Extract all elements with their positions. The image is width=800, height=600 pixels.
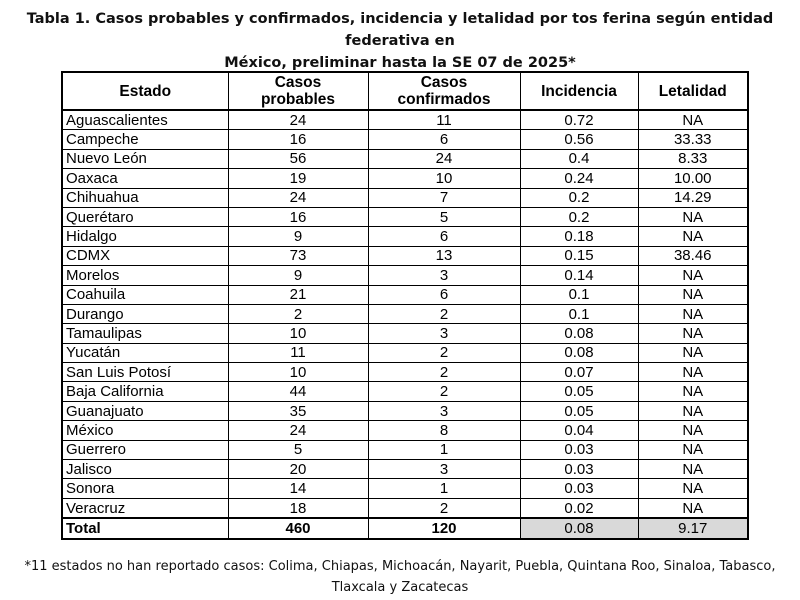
cell-incidencia: 0.1 [520,285,638,304]
cell-estado: Guanajuato [62,401,228,420]
table-caption [0,8,800,74]
table-row [62,498,748,518]
header-confirmados-line-1: Casos [420,74,468,91]
caption-line-1: Tabla 1. Casos probables y confirmados, incidencia y letalidad por tos ferina según entidad federativa en [26,11,774,49]
cell-casos-confirmados: 2 [368,498,520,518]
table-row [62,304,748,323]
cell-estado: Aguascalientes [62,110,228,130]
cell-letalidad: NA [638,421,748,440]
cell-casos-probables: 16 [228,207,368,226]
table-row [62,266,748,285]
cell-casos-confirmados: 2 [368,363,520,382]
cell-incidencia: 0.2 [520,188,638,207]
cell-estado: Tamaulipas [62,324,228,343]
cell-casos-probables: 44 [228,382,368,401]
cell-casos-probables: 24 [228,421,368,440]
table-row [62,227,748,246]
header-estado: Estado [62,72,228,110]
table-row [62,169,748,188]
cell-casos-confirmados: 10 [368,169,520,188]
cell-letalidad: NA [638,207,748,226]
total-label: Total [62,518,228,539]
cell-incidencia: 0.14 [520,266,638,285]
table-total-row [62,518,748,539]
cases-table [61,71,749,540]
cell-estado: Veracruz [62,498,228,518]
cell-estado: México [62,421,228,440]
cell-incidencia: 0.02 [520,498,638,518]
cell-estado: Chihuahua [62,188,228,207]
cell-casos-probables: 16 [228,130,368,149]
table-row [62,130,748,149]
cell-casos-probables: 10 [228,324,368,343]
table-body [62,110,748,518]
table-row [62,440,748,459]
cell-casos-confirmados: 2 [368,343,520,362]
cell-casos-confirmados: 3 [368,324,520,343]
cell-casos-confirmados: 5 [368,207,520,226]
cell-casos-probables: 10 [228,363,368,382]
cell-casos-confirmados: 2 [368,382,520,401]
cell-letalidad: NA [638,440,748,459]
cell-casos-confirmados: 13 [368,246,520,265]
cell-casos-confirmados: 24 [368,149,520,168]
table-row [62,460,748,479]
cell-letalidad: NA [638,324,748,343]
caption-line-2: México, preliminar hasta la SE 07 de 2025* [224,55,576,71]
cell-letalidad: NA [638,498,748,518]
cell-estado: Jalisco [62,460,228,479]
header-casos-probables [228,72,368,110]
cell-casos-confirmados: 8 [368,421,520,440]
cell-casos-confirmados: 6 [368,285,520,304]
cell-casos-probables: 11 [228,343,368,362]
cell-letalidad: NA [638,266,748,285]
table-row [62,285,748,304]
total-incidencia: 0.08 [520,518,638,539]
header-probables-line-1: Casos [274,74,322,91]
cell-casos-confirmados: 3 [368,266,520,285]
header-confirmados-line-2: confirmados [397,91,491,108]
table-row [62,479,748,498]
cell-letalidad: NA [638,343,748,362]
table-row [62,401,748,420]
cell-incidencia: 0.03 [520,460,638,479]
cell-letalidad: 38.46 [638,246,748,265]
cell-incidencia: 0.03 [520,479,638,498]
total-letalidad: 9.17 [638,518,748,539]
cell-incidencia: 0.03 [520,440,638,459]
table-row [62,149,748,168]
cell-casos-probables: 21 [228,285,368,304]
cell-casos-confirmados: 7 [368,188,520,207]
cell-casos-probables: 14 [228,479,368,498]
table-row [62,363,748,382]
cell-incidencia: 0.07 [520,363,638,382]
cell-letalidad: NA [638,460,748,479]
cell-estado: Guerrero [62,440,228,459]
cell-estado: Campeche [62,130,228,149]
cell-casos-confirmados: 3 [368,460,520,479]
cell-letalidad: 8.33 [638,149,748,168]
total-confirmados: 120 [368,518,520,539]
cell-casos-probables: 24 [228,188,368,207]
cell-letalidad: 10.00 [638,169,748,188]
cell-letalidad: NA [638,382,748,401]
cell-casos-confirmados: 2 [368,304,520,323]
cell-incidencia: 0.56 [520,130,638,149]
cell-incidencia: 0.4 [520,149,638,168]
cell-casos-confirmados: 6 [368,130,520,149]
table-row [62,324,748,343]
cell-estado: Baja California [62,382,228,401]
footnote [0,556,800,598]
cell-estado: Morelos [62,266,228,285]
cell-incidencia: 0.2 [520,207,638,226]
cell-incidencia: 0.04 [520,421,638,440]
cell-incidencia: 0.1 [520,304,638,323]
total-probables: 460 [228,518,368,539]
table-row [62,343,748,362]
table-row [62,421,748,440]
header-letalidad: Letalidad [638,72,748,110]
cell-estado: San Luis Potosí [62,363,228,382]
footnote-line-2: Tlaxcala y Zacatecas [331,580,469,595]
cell-letalidad: NA [638,304,748,323]
table-row [62,110,748,130]
cell-casos-probables: 5 [228,440,368,459]
cell-casos-probables: 56 [228,149,368,168]
cell-incidencia: 0.08 [520,324,638,343]
cell-letalidad: 14.29 [638,188,748,207]
cell-estado: Coahuila [62,285,228,304]
cell-casos-confirmados: 6 [368,227,520,246]
cell-estado: CDMX [62,246,228,265]
cell-casos-probables: 2 [228,304,368,323]
cell-incidencia: 0.18 [520,227,638,246]
cell-estado: Oaxaca [62,169,228,188]
cell-casos-confirmados: 3 [368,401,520,420]
header-incidencia: Incidencia [520,72,638,110]
header-probables-line-2: probables [260,91,336,108]
cell-estado: Yucatán [62,343,228,362]
cell-casos-probables: 19 [228,169,368,188]
cell-casos-probables: 35 [228,401,368,420]
cell-incidencia: 0.08 [520,343,638,362]
cell-casos-probables: 9 [228,227,368,246]
table-header-row [62,72,748,110]
cell-letalidad: NA [638,479,748,498]
table-row [62,246,748,265]
cell-casos-probables: 18 [228,498,368,518]
cell-incidencia: 0.15 [520,246,638,265]
footnote-line-1: *11 estados no han reportado casos: Colima, Chiapas, Michoacán, Nayarit, Puebla, Quintana Roo, Sinaloa, Tabasco, [24,559,776,574]
cell-incidencia: 0.05 [520,382,638,401]
cell-estado: Hidalgo [62,227,228,246]
cell-letalidad: NA [638,401,748,420]
cell-casos-confirmados: 11 [368,110,520,130]
cell-letalidad: 33.33 [638,130,748,149]
cell-letalidad: NA [638,110,748,130]
cell-estado: Sonora [62,479,228,498]
cell-incidencia: 0.24 [520,169,638,188]
cell-casos-probables: 20 [228,460,368,479]
cell-casos-probables: 73 [228,246,368,265]
cell-incidencia: 0.72 [520,110,638,130]
cell-casos-probables: 9 [228,266,368,285]
table-row [62,188,748,207]
cell-letalidad: NA [638,363,748,382]
cell-incidencia: 0.05 [520,401,638,420]
cell-letalidad: NA [638,285,748,304]
cell-letalidad: NA [638,227,748,246]
header-casos-confirmados [368,72,520,110]
cell-estado: Durango [62,304,228,323]
cell-estado: Nuevo León [62,149,228,168]
table-row [62,382,748,401]
cell-estado: Querétaro [62,207,228,226]
table-row [62,207,748,226]
cell-casos-confirmados: 1 [368,479,520,498]
cell-casos-confirmados: 1 [368,440,520,459]
cell-casos-probables: 24 [228,110,368,130]
